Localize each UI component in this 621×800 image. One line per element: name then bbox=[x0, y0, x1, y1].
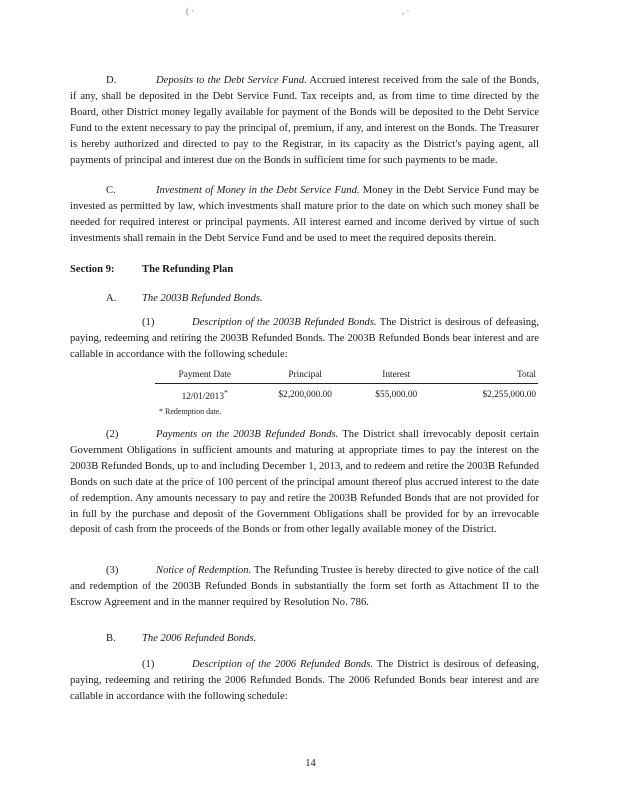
paragraph-title: Payments on the 2003B Refunded Bonds. bbox=[156, 429, 339, 440]
subsection-label: B. bbox=[106, 633, 116, 644]
scan-mark: , · bbox=[402, 6, 410, 16]
paragraph-title: Investment of Money in the Debt Service Fund. bbox=[156, 185, 360, 196]
paragraph-deposits-debt-service bbox=[70, 73, 539, 168]
table-row bbox=[155, 384, 538, 406]
paragraph-text: The District is desirous of defeasing, paying, redeeming and retiring the 2006 Refunded Bonds. The 2006 Refunded Bonds bear interest and are callable in accordance with the following schedule: bbox=[70, 659, 539, 702]
paragraph-label: (1) bbox=[142, 659, 155, 670]
footnote-marker: * bbox=[223, 388, 228, 397]
column-header: Payment Date bbox=[155, 368, 254, 384]
section-heading bbox=[70, 264, 233, 275]
paragraph-label: (2) bbox=[106, 429, 119, 440]
paragraph-text: Money in the Debt Service Fund may be invested as permitted by law, which investments shall mature prior to the date on which such money shall be needed for required interest or principal payments. All interest earned and income derived by virtue of such investments shall remain in the Debt Service Fund and be used to meet the required deposits therein. bbox=[70, 185, 539, 244]
paragraph-title: Deposits to the Debt Service Fund. bbox=[156, 75, 307, 86]
table-footnote: * Redemption date. bbox=[159, 407, 222, 416]
subsection-heading-b bbox=[106, 633, 256, 644]
section-title: The Refunding Plan bbox=[142, 264, 234, 275]
payment-date-cell bbox=[155, 384, 254, 406]
paragraph-text: Accrued interest received from the sale of the Bonds, if any, shall be deposited in the Debt Service Fund. Tax receipts and, as from time to time directed by the Board, other District money legally available for payment of the Bonds will be deposited to the Debt Service Fund to the extent necessary to pay the principal of, premium, if any, and interest on the Bonds. The Treasurer is hereby authorized and directed to pay to the Registrar, in its capacity as the District's paying agent, all payments of principal and interest due on the Bonds in sufficient time for such payments to be made. bbox=[70, 75, 539, 166]
total-cell: $2,255,000.00 bbox=[482, 390, 536, 401]
column-header: Principal bbox=[254, 368, 355, 384]
subsection-title: The 2006 Refunded Bonds. bbox=[142, 633, 257, 644]
table-header-row bbox=[155, 368, 538, 384]
column-header: Total bbox=[437, 368, 538, 384]
payment-schedule-table-2003b bbox=[155, 368, 538, 405]
subsection-heading-a bbox=[106, 293, 263, 304]
paragraph-a2-payments bbox=[70, 427, 539, 538]
paragraph-label: D. bbox=[106, 75, 117, 86]
paragraph-text: The District shall irrevocably deposit certain Government Obligations in sufficient amounts and maturing at appropriate times to pay the interest on the 2003B Refunded Bonds, up to and including December 1, 2013, and to redeem and retire the 2003B Refunded Bonds on such date at the price of 100 percent of the principal amount thereof plus accrued interest to the date of redemption. Any amounts necessary to pay and retire the 2003B Refunded Bonds that are not provided for in full by the purchase and deposit of the Government Obligations shall be provided for by an irrevocable deposit of cash from the proceeds of the Bonds or from other legally available money of the District. bbox=[70, 429, 540, 536]
subsection-title: The 2003B Refunded Bonds. bbox=[142, 293, 263, 304]
scan-mark: ( · bbox=[186, 6, 195, 16]
paragraph-label: (1) bbox=[142, 317, 155, 328]
paragraph-title: Notice of Redemption. bbox=[156, 565, 252, 576]
column-header: Interest bbox=[356, 368, 437, 384]
page-number: 14 bbox=[305, 758, 316, 769]
paragraph-text: The District is desirous of defeasing, paying, redeeming and retiring the 2003B Refunded Bonds. The 2003B Refunded Bonds bear interest and are callable in accordance with the following schedule: bbox=[70, 317, 539, 360]
payment-date: 12/01/2013 bbox=[181, 392, 224, 403]
paragraph-investment-of-money bbox=[70, 183, 539, 247]
paragraph-a1-description bbox=[70, 315, 539, 363]
paragraph-a3-notice bbox=[70, 563, 539, 611]
subsection-label: A. bbox=[106, 293, 117, 304]
paragraph-b1-description bbox=[70, 657, 539, 705]
principal-cell: $2,200,000.00 bbox=[278, 390, 332, 401]
paragraph-text: The Refunding Trustee is hereby directed to give notice of the call and redemption of the 2003B Refunded Bonds in substantially the form set forth as Attachment II to the Escrow Agreement and in the manner required by Resolution No. 786. bbox=[70, 565, 539, 608]
section-number: Section 9: bbox=[70, 264, 115, 275]
interest-cell: $55,000.00 bbox=[375, 390, 418, 401]
paragraph-label: C. bbox=[106, 185, 116, 196]
paragraph-label: (3) bbox=[106, 565, 119, 576]
paragraph-title: Description of the 2006 Refunded Bonds. bbox=[192, 659, 374, 670]
paragraph-title: Description of the 2003B Refunded Bonds. bbox=[192, 317, 377, 328]
